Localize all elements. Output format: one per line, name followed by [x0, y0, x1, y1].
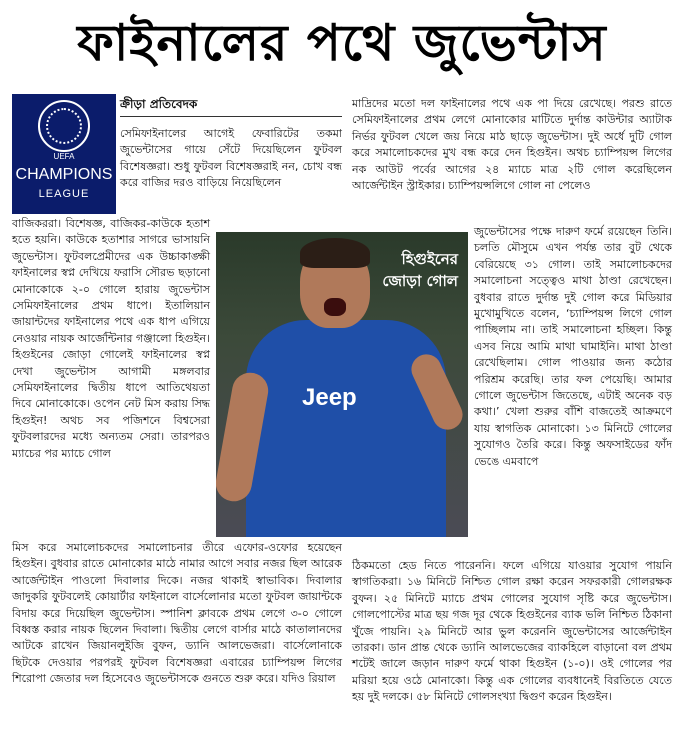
player-hair: [300, 238, 370, 268]
article-paragraph: বাজিকররা। বিশেষজ্ঞ, বাজিকর-কাউকে হতাশ হতে হয়নি। কাউকে হতাশার সাগরে ভাসায়নি জুভেন্টাস। ফুটবলপ্রেমীদের এক উচ্চাকাঙ্ক্ষী ফাইনালের স্বপ্ন দেখিয়ে ফরাসি সৌরভ ছড়ানো মোনাকোকে ২-০ গোলে হারায় জুভেন্টাস সেমিফাইনালের প্রথম ধাপে। ইতালিয়ান জায়ান্টদের ফাইনালের পথে এক ধাপ এগিয়ে নেওয়ার নায়ক আর্জেন্টিনার গঞ্জালো হিগুইন। হিগুইনের জোড়া গোলেই ফাইনালের স্বপ্ন দেখা জুভেন্টাস আগামী মঙ্গলবার সেমিফাইনালের দ্বিতীয় ধাপে আতিথেয়তা দিবে মোনাকোকে। ওপেন নেট মিস করায় সিদ্ধ হিগুইন! অথচ সব পজিশনে বিশ্বসেরা ফুটবলারদের মধ্যে অন্যতম সেরা। তারপরও ম্যাচের পর ম্যাচে গোল: [12, 217, 210, 460]
starball-icon: [38, 100, 90, 152]
article-column-left-bottom: [12, 540, 342, 688]
player-shirt: [246, 320, 446, 537]
article-column-right: [474, 224, 672, 470]
logo-league-text: LEAGUE: [38, 188, 90, 200]
player-mouth: [324, 298, 346, 316]
player-photo: [216, 232, 468, 537]
byline: ক্রীড়া প্রতিবেদক: [120, 97, 198, 111]
photo-caption-line: হিগুইনের: [401, 250, 458, 268]
photo-caption: [382, 248, 458, 292]
photo-caption-line: জোড়া গোল: [382, 272, 458, 290]
champions-league-logo: [12, 94, 116, 214]
article-column-right-bottom: [352, 558, 672, 706]
article-paragraph: ঠিকমতো হেড নিতে পারেননি। ফলে এগিয়ে যাওয়ার সুযোগ পায়নি স্বাগতিকরা। ১৬ মিনিটে নিশ্চিত গোল রক্ষা করেন সফরকারী গোলরক্ষক বুফন। ২৫ মিনিটে ম্যাচে প্রথম গোলের সুযোগ সৃষ্টি করে জুভেন্টাস। গোলপোস্টের মাত্র ছয় গজ দূর থেকে হিগুইনের ব্যাক ভলি নিশ্চিত ঠিকানা খুঁজে পায়নি। ২৯ মিনিটে আর ভুল করেননি জুভেন্টাসের আর্জেন্টাইন তারকা। ডান প্রান্ত থেকে ড্যানি আলভেজের ব্যাকহিলে বাড়ানো বল প্রথম শটেই জালে জড়ান দারুণ ফর্মে থাকা হিগুইন (১-০)। ওই গোলের পর মরিয়া হয়ে ওঠে মোনাকো। কিন্তু এক গোলের ব্যবধানেই বিরতিতে যেতে হয় দুই দলকে। ৫৮ মিনিটে গোলসংখ্যা দ্বিগুণ করেন হিগুইন।: [352, 559, 672, 704]
shirt-sponsor-text: Jeep: [302, 384, 357, 411]
article-paragraph: সেমিফাইনালের আগেই ফেবারিটের তকমা জুভেন্টাসের গায়ে সেঁটে দিয়েছিলেন ফুটবল বিশেষজ্ঞরা। শুধু ফুটবল বিশেষজ্ঞরাই নন, চোখ বন্ধ করে বাজির দরও বাড়িয়ে নিয়েছিলেন: [120, 127, 342, 190]
article-column-left: [12, 216, 210, 462]
article-column-right-top: [352, 96, 672, 194]
byline-divider: [120, 116, 342, 117]
article-paragraph: জুভেন্টাসের পক্ষে দারুণ ফর্মে রয়েছেন তিনি। চলতি মৌসুমে এখন পর্যন্ত তার বুট থেকে বেরিয়েছে ৩১ গোল। তাই সমালোচকদের সমালোচনা সত্ত্বেও মাথা ঠাণ্ডা রেখেছেন। বুধবার রাতে দুর্দান্ত দুই গোল করে মিডিয়ার মুখোমুখিতে বলেন, ‘চ্যাম্পিয়ন্স লিগে গোল পাচ্ছিলাম না। তাই সমালোচনা হচ্ছিল। কিন্তু এসব নিয়ে আমি মাথা ঘামাইনি। মাথা ঠাণ্ডা রেখেছিলাম। গোল পাওয়ার জন্য কঠোর পরিশ্রম করেছি। তার ফল পেয়েছি। আমার গোলে জুভেন্টাস জিতেছে, এটাই অনেক বড় কথা।’ খেলা শুরুর বাঁশি বাজতেই আক্রমণে যায় স্বাগতিক মোনাকো। ১৩ মিনিটে গোলের সুযোগও তৈরি করে। কিন্তু অফসাইডের ফাঁদ ভেঙে এমবাপে: [474, 225, 672, 468]
logo-champions-text: CHAMPIONS: [15, 166, 113, 183]
article-column-left-top: [120, 126, 342, 192]
logo-uefa-text: UEFA: [53, 152, 75, 161]
headline: ফাইনালের পথে জুভেন্টাস: [77, 14, 607, 72]
article-paragraph: মিস করে সমালোচকদের সমালোচনার তীরে এফোর-ওফোর হয়েছেন হিগুইন। বুধবার রাতে মোনাকোর মাঠে নামার আগে সবার নজর ছিল আরেক আর্জেন্টাইন পাওলো দিবালার দিকে। নজর থাকাই স্বাভাবিক। দিবালার জাদুকরি ফুটবলেই কোয়ার্টার ফাইনালে বার্সেলোনার মতো ফুটবল জায়ান্টকে বিদায় করে দিয়েছিল জুভেন্টাস। স্পানিশ ক্লাবকে প্রথম লেগে ৩-০ গোলে বিধ্বস্ত করার নায়ক ছিলেন দিবালা। দ্বিতীয় লেগে বার্সার মাঠে কাতালানদের আটকে রাখেন জিয়ানলুইজি বুফন, ড্যানি আলভেজরা। বার্সেলোনাকে ছিটকে দেওয়ার পরপরই ফুটবল বিশেষজ্ঞরা এবারের চ্যাম্পিয়ন্স লিগের শিরোপা জেতার দল হিসেবেও জুভেন্টাসকে গুনতে শুরু করে। যদিও রিয়াল: [12, 541, 342, 686]
article-paragraph: মাদ্রিদের মতো দল ফাইনালের পথে এক পা দিয়ে রেখেছে। পরশু রাতে সেমিফাইনালের প্রথম লেগে মোনাকোর মাটিতে দুর্দান্ত কাউন্টার অ্যাটাক নির্ভর ফুটবল খেলে জয় নিয়ে মাঠ ছাড়ে জুভেন্টাস। দুই অর্ধে দুটি গোল করে সমালোচকদের মুখ বন্ধ করে দেন হিগুইন। অথচ চ্যাম্পিয়ন্স লিগের নক আউট পর্বের আগের ২৪ ম্যাচে মাত্র ২টি গোল করেছিলেন আর্জেন্টাইন স্ট্রাইকার। চ্যাম্পিয়ন্সলিগে গোল না পেলেও: [352, 97, 672, 193]
